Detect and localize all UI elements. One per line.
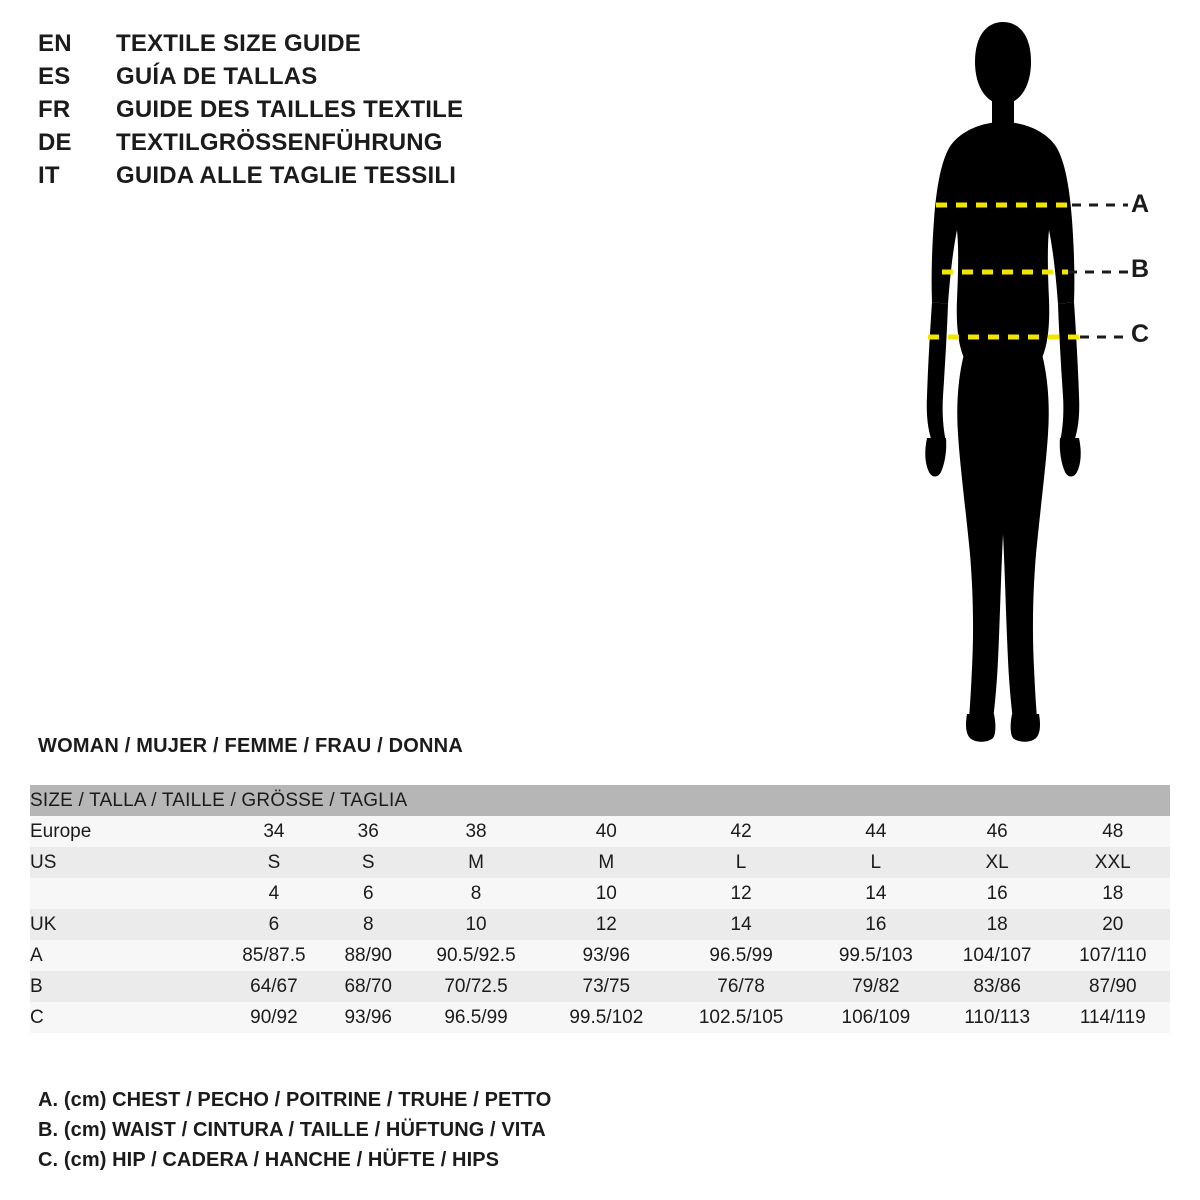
row-label-europe: Europe [30, 820, 92, 842]
row-label-b: B [30, 975, 43, 997]
cell-c-7: 114/119 [1079, 1006, 1146, 1028]
cell-uk-5: 16 [865, 913, 887, 935]
table-row [30, 816, 1170, 847]
table-header-label: SIZE / TALLA / TAILLE / GRÖSSE / TAGLIA [30, 789, 408, 811]
cell-c-1: 93/96 [344, 1006, 392, 1028]
callout-label-a: A [1131, 190, 1150, 218]
language-code-it: IT [38, 162, 60, 189]
cell-a-3: 93/96 [582, 944, 631, 966]
row-label-c: C [30, 1006, 44, 1028]
table-row [30, 909, 1170, 940]
cell-europe-5: 44 [865, 820, 887, 842]
cell-usnum-6: 16 [986, 882, 1008, 904]
cell-us-0: S [267, 851, 281, 873]
language-text-de: TEXTILGRÖSSENFÜHRUNG [116, 129, 443, 156]
cell-c-3: 99.5/102 [569, 1006, 644, 1028]
cell-c-2: 96.5/99 [444, 1006, 508, 1028]
cell-us-1: S [361, 851, 375, 873]
silhouette-svg [860, 14, 1190, 754]
legend-line-a: A. (cm) CHEST / PECHO / POITRINE / TRUHE / PETTO [38, 1089, 552, 1111]
cell-usnum-1: 6 [362, 882, 374, 904]
cell-a-5: 99.5/103 [838, 944, 913, 966]
cell-c-6: 110/113 [964, 1006, 1031, 1028]
cell-europe-2: 38 [465, 820, 487, 842]
row-label-us-numeric [30, 878, 220, 909]
cell-a-7: 107/110 [1079, 944, 1147, 966]
cell-a-6: 104/107 [962, 944, 1032, 966]
cell-b-7: 87/90 [1088, 975, 1137, 997]
cell-a-2: 90.5/92.5 [436, 944, 516, 966]
female-silhouette-figure [860, 14, 1190, 754]
cell-c-4: 102.5/105 [698, 1006, 784, 1028]
cell-b-0: 64/67 [250, 975, 298, 997]
cell-c-0: 90/92 [250, 1006, 298, 1028]
cell-uk-6: 18 [986, 913, 1008, 935]
language-text-en: TEXTILE SIZE GUIDE [116, 30, 361, 57]
cell-usnum-7: 18 [1102, 882, 1124, 904]
language-code-de: DE [38, 129, 72, 156]
cell-uk-4: 14 [730, 913, 752, 935]
cell-c-5: 106/109 [841, 1006, 911, 1028]
table-section-title: WOMAN / MUJER / FEMME / FRAU / DONNA [38, 735, 463, 757]
cell-europe-4: 42 [730, 820, 752, 842]
cell-europe-3: 40 [595, 820, 617, 842]
cell-usnum-4: 12 [730, 882, 752, 904]
cell-b-4: 76/78 [717, 975, 765, 997]
language-row-es [38, 63, 658, 96]
table-row [30, 971, 1170, 1002]
cell-b-3: 73/75 [582, 975, 631, 997]
language-row-it [38, 162, 658, 195]
cell-europe-1: 36 [357, 820, 379, 842]
cell-us-5: L [870, 851, 882, 873]
table-row [30, 1002, 1170, 1033]
cell-b-6: 83/86 [973, 975, 1021, 997]
silhouette-body [925, 22, 1080, 742]
measurement-legend [38, 1085, 738, 1175]
language-row-en [38, 30, 658, 63]
row-label-a: A [30, 944, 43, 966]
legend-line-c: C. (cm) HIP / CADERA / HANCHE / HÜFTE / HIPS [38, 1149, 500, 1171]
cell-us-6: XL [985, 851, 1009, 873]
table-row [30, 940, 1170, 971]
table-header-row [30, 785, 1170, 816]
language-text-it: GUIDA ALLE TAGLIE TESSILI [116, 162, 457, 189]
language-code-es: ES [38, 63, 71, 90]
cell-uk-2: 10 [465, 913, 487, 935]
cell-europe-7: 48 [1102, 820, 1124, 842]
cell-us-7: XXL [1094, 851, 1131, 873]
cell-uk-0: 6 [268, 913, 280, 935]
cell-uk-1: 8 [362, 913, 374, 935]
cell-us-4: L [735, 851, 747, 873]
cell-us-2: M [468, 851, 484, 873]
cell-usnum-3: 10 [595, 882, 617, 904]
language-title-block [38, 30, 658, 195]
cell-uk-3: 12 [595, 913, 617, 935]
language-text-es: GUÍA DE TALLAS [116, 63, 318, 90]
row-label-us: US [30, 851, 57, 873]
language-row-fr [38, 96, 658, 129]
table-row [30, 847, 1170, 878]
cell-b-2: 70/72.5 [444, 975, 508, 997]
language-text-fr: GUIDE DES TAILLES TEXTILE [116, 96, 464, 123]
language-row-de [38, 129, 658, 162]
callout-label-c: C [1131, 320, 1150, 348]
cell-usnum-2: 8 [470, 882, 482, 904]
table-row [30, 878, 1170, 909]
cell-a-4: 96.5/99 [709, 944, 773, 966]
callout-label-b: B [1131, 255, 1150, 283]
legend-line-b: B. (cm) WAIST / CINTURA / TAILLE / HÜFTUNG / VITA [38, 1119, 546, 1141]
row-label-uk: UK [30, 913, 57, 935]
cell-europe-0: 34 [263, 820, 285, 842]
cell-europe-6: 46 [986, 820, 1008, 842]
cell-usnum-5: 14 [865, 882, 887, 904]
language-code-fr: FR [38, 96, 71, 123]
cell-usnum-0: 4 [268, 882, 280, 904]
cell-us-3: M [598, 851, 615, 873]
cell-b-1: 68/70 [344, 975, 392, 997]
cell-b-5: 79/82 [852, 975, 900, 997]
cell-a-1: 88/90 [344, 944, 392, 966]
cell-a-0: 85/87.5 [242, 944, 306, 966]
cell-uk-7: 20 [1102, 913, 1124, 935]
size-chart-table [30, 785, 1170, 1033]
language-code-en: EN [38, 30, 72, 57]
